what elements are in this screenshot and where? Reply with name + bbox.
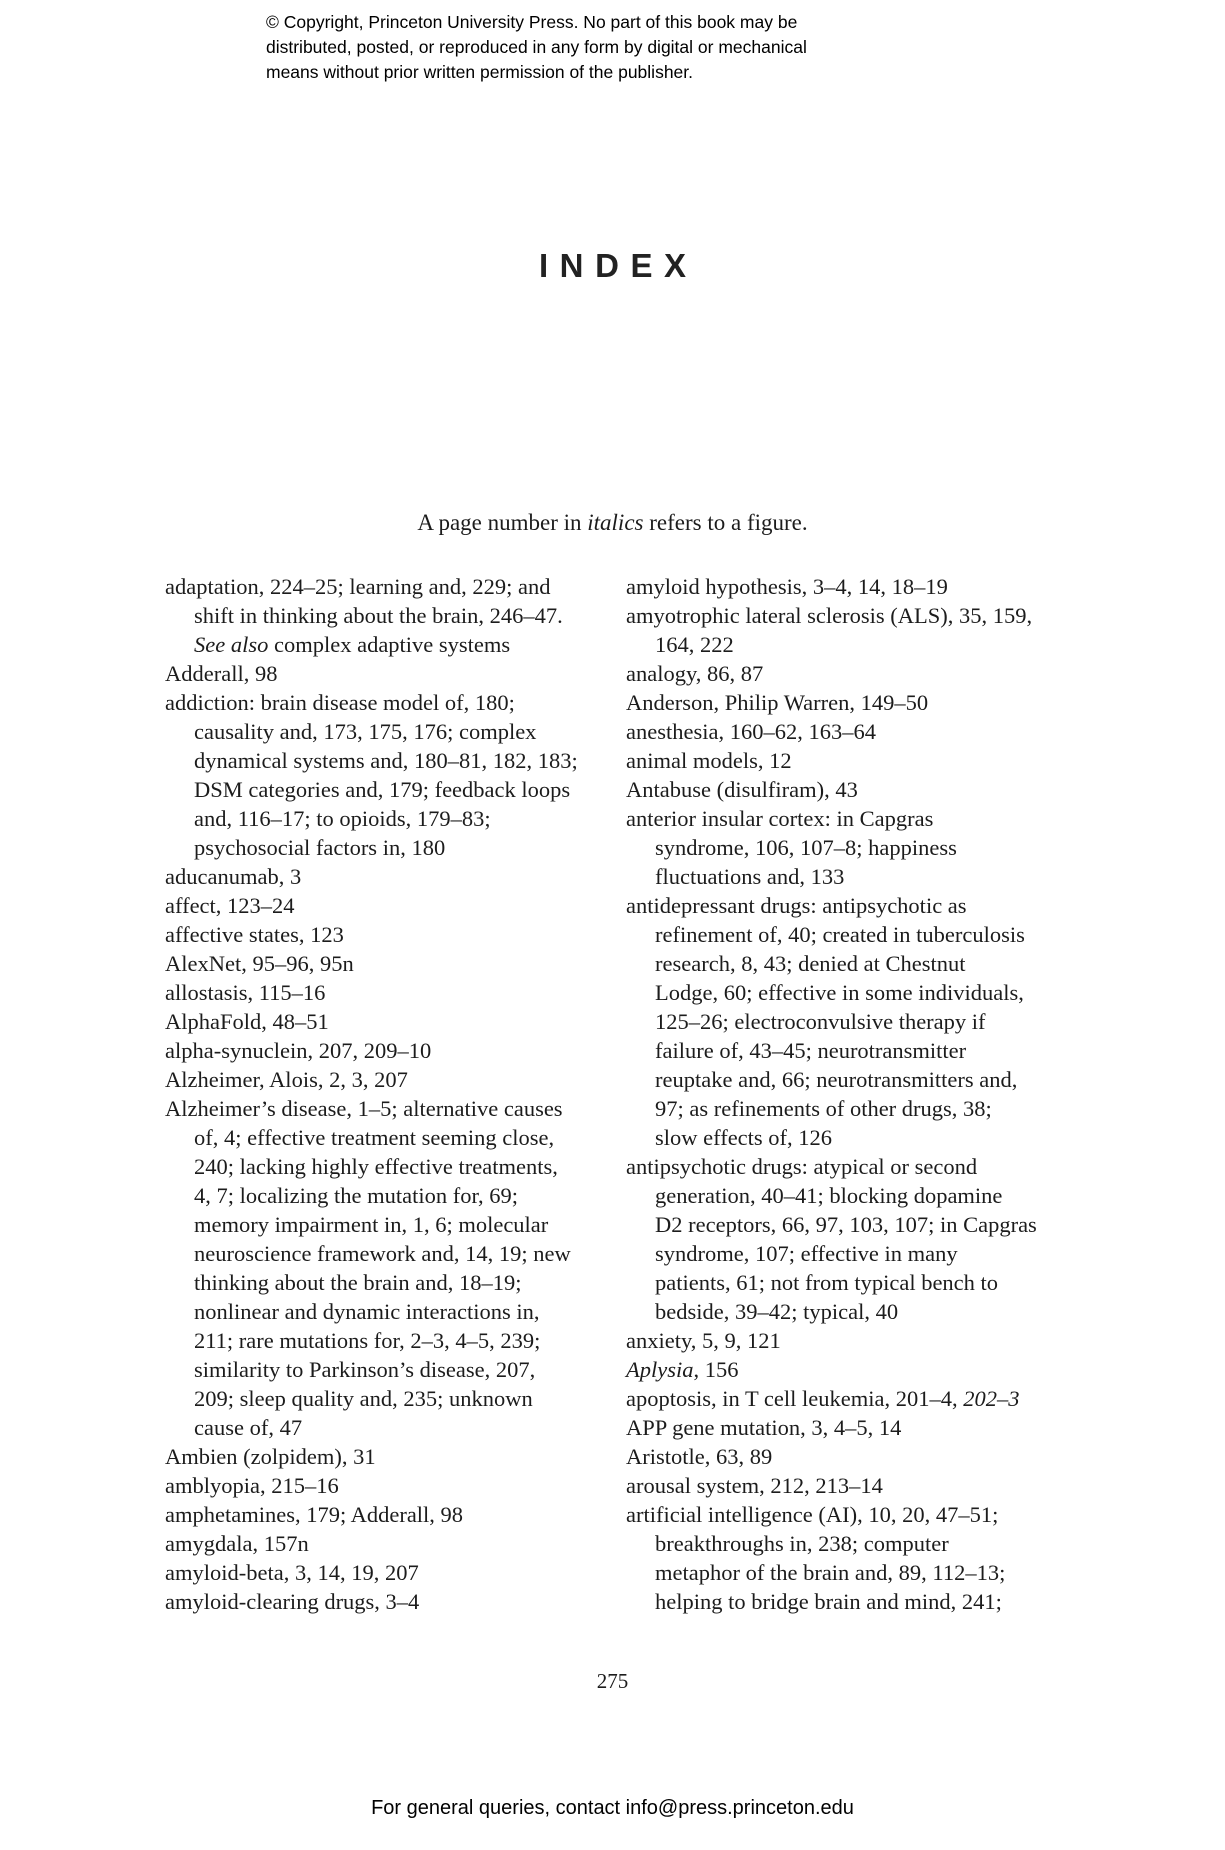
index-line: research, 8, 43; denied at Chestnut <box>655 951 966 976</box>
index-line: anesthesia, 160–62, 163–64 <box>626 719 876 744</box>
index-line: anterior insular cortex: in Capgras <box>626 806 934 831</box>
index-line: AlexNet, 95–96, 95n <box>165 951 354 976</box>
copyright-line: distributed, posted, or reproduced in any form by digital or mechanical <box>266 37 807 57</box>
index-line: artificial intelligence (AI), 10, 20, 47–51; <box>626 1502 999 1527</box>
index-line: affect, 123–24 <box>165 893 295 918</box>
index-line: slow effects of, 126 <box>655 1125 833 1150</box>
index-line: Alzheimer, Alois, 2, 3, 207 <box>165 1067 408 1092</box>
index-line: amyloid-beta, 3, 14, 19, 207 <box>165 1560 419 1585</box>
index-line: apoptosis, in T cell leukemia, 201–4, 202–3 <box>626 1386 1020 1411</box>
index-line: 211; rare mutations for, 2–3, 4–5, 239; <box>194 1328 541 1353</box>
index-line: arousal system, 212, 213–14 <box>626 1473 883 1498</box>
index-line: of, 4; effective treatment seeming close, <box>194 1125 555 1150</box>
footer-contact: For general queries, contact info@press.princeton.edu <box>371 1797 854 1819</box>
index-line: syndrome, 106, 107–8; happiness <box>655 835 957 860</box>
index-line: fluctuations and, 133 <box>655 864 845 889</box>
index-line: AlphaFold, 48–51 <box>165 1009 329 1034</box>
page-number: 275 <box>596 1669 629 1693</box>
index-line: 4, 7; localizing the mutation for, 69; <box>194 1183 519 1208</box>
index-line: affective states, 123 <box>165 922 344 947</box>
index-line: dynamical systems and, 180–81, 182, 183; <box>194 748 578 773</box>
index-line: amphetamines, 179; Adderall, 98 <box>165 1502 464 1527</box>
index-line: Aplysia, 156 <box>626 1357 739 1382</box>
index-line: APP gene mutation, 3, 4–5, 14 <box>626 1415 902 1440</box>
index-line: DSM categories and, 179; feedback loops <box>194 777 571 802</box>
index-line: similarity to Parkinson’s disease, 207, <box>194 1357 536 1382</box>
copyright-notice <box>266 10 807 85</box>
index-line: memory impairment in, 1, 6; molecular <box>194 1212 549 1237</box>
index-line: See also complex adaptive systems <box>194 632 511 657</box>
index-line: neuroscience framework and, 14, 19; new <box>194 1241 571 1266</box>
index-line: amyloid-clearing drugs, 3–4 <box>165 1589 420 1614</box>
index-column-right <box>626 572 1078 1616</box>
index-line: aducanumab, 3 <box>165 864 302 889</box>
index-line: animal models, 12 <box>626 748 792 773</box>
index-line: psychosocial factors in, 180 <box>194 835 446 860</box>
copyright-line: means without prior written permission of the publisher. <box>266 62 694 82</box>
index-line: bedside, 39–42; typical, 40 <box>655 1299 899 1324</box>
index-line: antipsychotic drugs: atypical or second <box>626 1154 978 1179</box>
index-line: amygdala, 157n <box>165 1531 309 1556</box>
index-line: shift in thinking about the brain, 246–47. <box>194 603 563 628</box>
index-line: adaptation, 224–25; learning and, 229; and <box>165 574 551 599</box>
index-line: generation, 40–41; blocking dopamine <box>655 1183 1003 1208</box>
index-line: cause of, 47 <box>194 1415 303 1440</box>
index-line: allostasis, 115–16 <box>165 980 326 1005</box>
index-line: Lodge, 60; effective in some individuals, <box>655 980 1024 1005</box>
index-line: antidepressant drugs: antipsychotic as <box>626 893 967 918</box>
index-line: anxiety, 5, 9, 121 <box>626 1328 781 1353</box>
copyright-line: © Copyright, Princeton University Press. No part of this book may be <box>266 12 798 32</box>
index-line: breakthroughs in, 238; computer <box>655 1531 949 1556</box>
index-line: addiction: brain disease model of, 180; <box>165 690 515 715</box>
index-line: refinement of, 40; created in tuberculosis <box>655 922 1025 947</box>
index-line: causality and, 173, 175, 176; complex <box>194 719 537 744</box>
index-line: 240; lacking highly effective treatments, <box>194 1154 558 1179</box>
index-line: amyotrophic lateral sclerosis (ALS), 35, 159, <box>626 603 1033 628</box>
index-line: and, 116–17; to opioids, 179–83; <box>194 806 491 831</box>
index-line: amyloid hypothesis, 3–4, 14, 18–19 <box>626 574 948 599</box>
index-line: analogy, 86, 87 <box>626 661 764 686</box>
index-line: metaphor of the brain and, 89, 112–13; <box>655 1560 1006 1585</box>
page-title: INDEX <box>538 247 698 284</box>
index-line: helping to bridge brain and mind, 241; <box>655 1589 1002 1614</box>
index-line: alpha-synuclein, 207, 209–10 <box>165 1038 432 1063</box>
index-line: 164, 222 <box>655 632 734 657</box>
index-line: 209; sleep quality and, 235; unknown <box>194 1386 533 1411</box>
index-line: amblyopia, 215–16 <box>165 1473 339 1498</box>
index-line: reuptake and, 66; neurotransmitters and, <box>655 1067 1018 1092</box>
index-line: Antabuse (disulfiram), 43 <box>626 777 858 802</box>
index-line: Aristotle, 63, 89 <box>626 1444 773 1469</box>
index-line: nonlinear and dynamic interactions in, <box>194 1299 540 1324</box>
index-line: Alzheimer’s disease, 1–5; alternative causes <box>165 1096 563 1121</box>
index-line: patients, 61; not from typical bench to <box>655 1270 999 1295</box>
index-line: thinking about the brain and, 18–19; <box>194 1270 522 1295</box>
index-line: Adderall, 98 <box>165 661 278 686</box>
index-column-left <box>165 572 617 1616</box>
index-line: 125–26; electroconvulsive therapy if <box>655 1009 986 1034</box>
index-line: Anderson, Philip Warren, 149–50 <box>626 690 929 715</box>
italics-note: A page number in italics refers to a figure. <box>417 510 808 535</box>
index-line: syndrome, 107; effective in many <box>655 1241 958 1266</box>
index-line: D2 receptors, 66, 97, 103, 107; in Capgras <box>655 1212 1037 1237</box>
index-line: failure of, 43–45; neurotransmitter <box>655 1038 967 1063</box>
index-line: Ambien (zolpidem), 31 <box>165 1444 376 1469</box>
index-line: 97; as refinements of other drugs, 38; <box>655 1096 992 1121</box>
